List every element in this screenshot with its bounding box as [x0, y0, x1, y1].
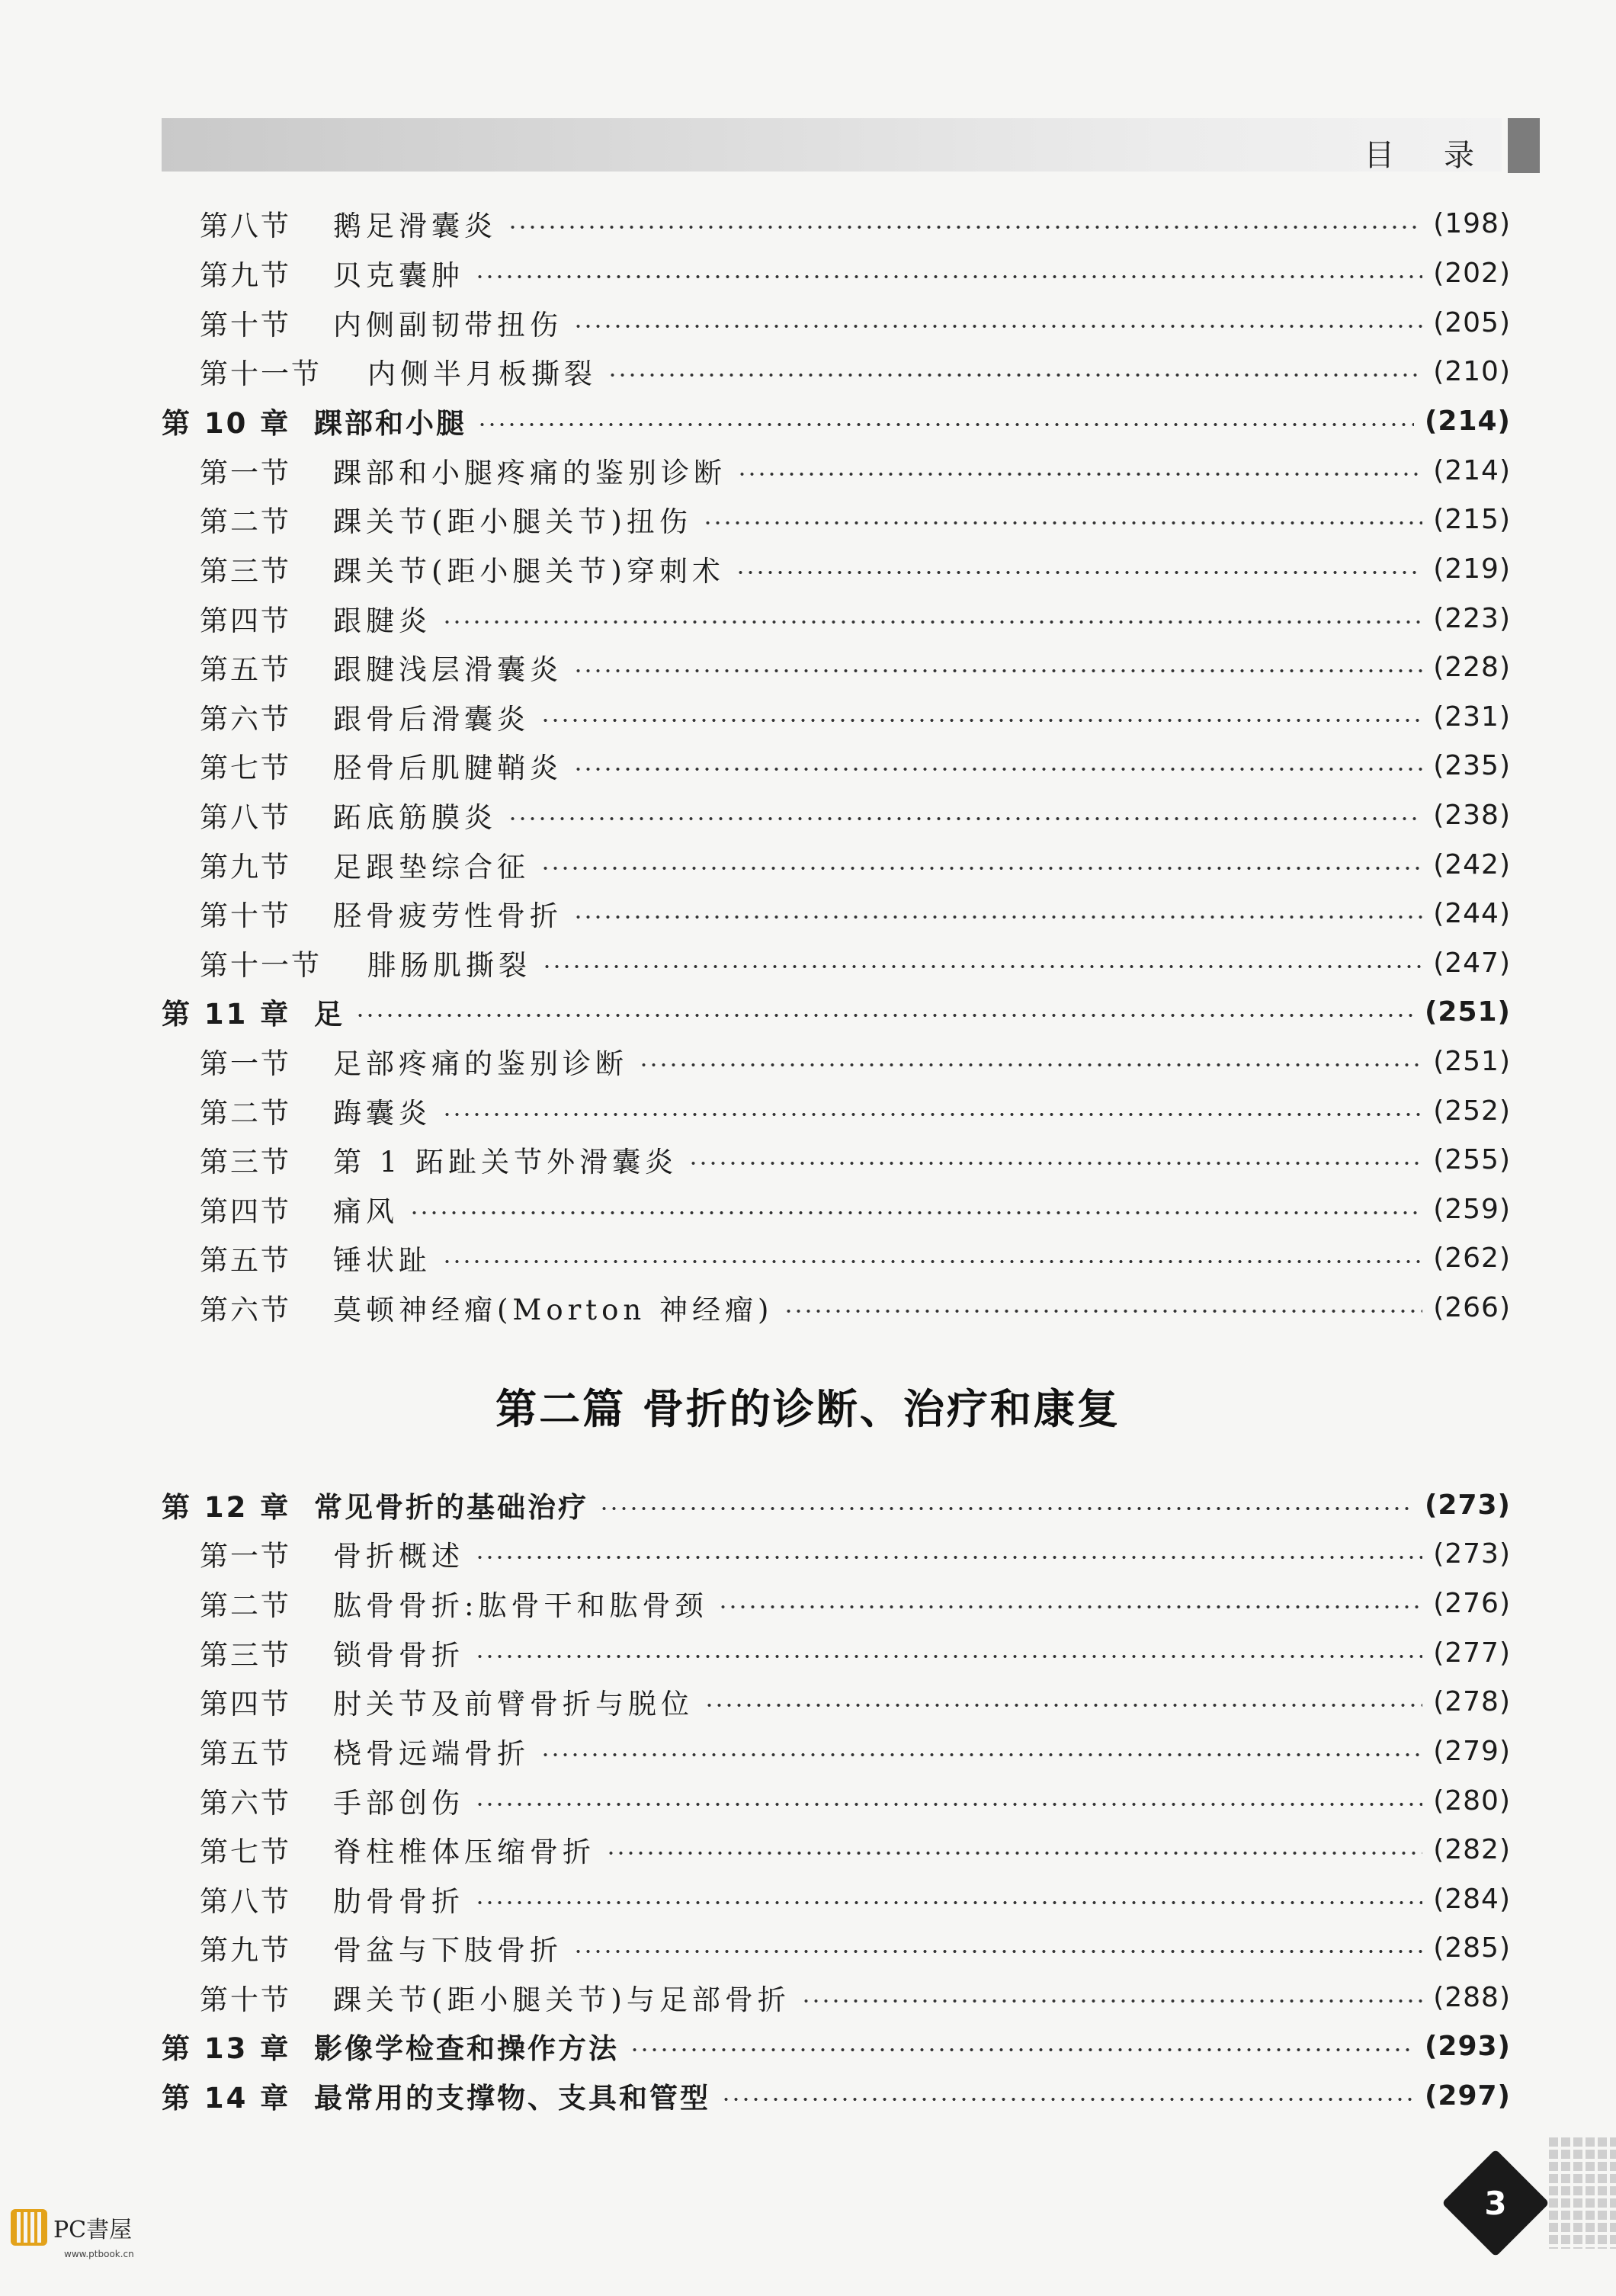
leader-dots	[573, 669, 1422, 673]
grid-decoration	[1546, 2134, 1616, 2249]
entry-title: 肋骨骨折	[333, 1885, 464, 1918]
toc-chapter[interactable]	[162, 1481, 1511, 1528]
leader-dots	[599, 1506, 1414, 1511]
toc-chapter[interactable]	[162, 397, 1511, 444]
toc-entry[interactable]	[162, 200, 1511, 247]
page-title: 目 录	[1364, 138, 1494, 173]
leader-dots	[542, 964, 1422, 969]
leader-dots	[573, 767, 1422, 771]
entry-page: (285)	[1433, 1932, 1511, 1964]
toc-entry[interactable]	[162, 643, 1511, 691]
entry-title: 内侧半月板撕裂	[367, 358, 597, 390]
entry-title: 第 1 跖趾关节外滑囊炎	[333, 1146, 678, 1178]
entry-number: 第八节	[200, 801, 291, 834]
entry-number: 第五节	[200, 1737, 291, 1770]
entry-page: (231)	[1433, 701, 1511, 733]
toc-entry[interactable]	[162, 495, 1511, 543]
entry-number: 第十一节	[200, 949, 322, 982]
entry-title: 肱骨骨折:肱骨干和肱骨颈	[333, 1589, 708, 1622]
entry-title: 骨折概述	[333, 1540, 464, 1573]
entry-number: 第三节	[200, 1639, 291, 1672]
entry-title: 跖底筋膜炎	[333, 801, 497, 834]
leader-dots	[704, 1703, 1422, 1708]
toc-entry[interactable]	[162, 791, 1511, 839]
entry-page: (278)	[1433, 1685, 1511, 1717]
entry-number: 第十节	[200, 1983, 291, 2016]
entry-title: 腓肠肌撕裂	[367, 949, 531, 982]
toc-entry[interactable]	[162, 1185, 1511, 1233]
entry-page: (273)	[1433, 1538, 1511, 1570]
leader-dots	[477, 422, 1414, 427]
entry-page: (262)	[1433, 1242, 1511, 1274]
entry-number: 第九节	[200, 259, 291, 292]
toc-entry[interactable]	[162, 1678, 1511, 1725]
leader-dots	[442, 1259, 1422, 1264]
entry-number: 第四节	[200, 604, 291, 637]
entry-page: (228)	[1433, 651, 1511, 683]
entry-number: 第七节	[200, 752, 291, 784]
entry-number: 第九节	[200, 1934, 291, 1967]
entry-title: 内侧副韧带扭伤	[333, 309, 563, 342]
entry-title: 足跟垫综合征	[333, 851, 530, 883]
toc-entry[interactable]	[162, 890, 1511, 937]
entry-title: 脊柱椎体压缩骨折	[333, 1836, 595, 1868]
entry-number: 第六节	[200, 703, 291, 736]
chapter-title: 最常用的支撑物、支具和管型	[314, 2082, 710, 2115]
entry-title: 踝部和小腿疼痛的鉴别诊断	[333, 457, 726, 489]
entry-number: 第一节	[200, 1540, 291, 1573]
entry-page: (244)	[1433, 897, 1511, 929]
entry-number: 第一节	[200, 457, 291, 489]
leader-dots	[508, 816, 1422, 821]
header-bar	[162, 118, 1502, 172]
entry-number: 第二节	[200, 1589, 291, 1622]
entry-title: 跟骨后滑囊炎	[333, 703, 530, 736]
toc-entry[interactable]	[162, 1234, 1511, 1281]
leader-dots	[355, 1013, 1414, 1018]
entry-page: (273)	[1424, 1489, 1511, 1521]
toc-entry[interactable]	[162, 1974, 1511, 2021]
entry-number: 第五节	[200, 1244, 291, 1277]
entry-number: 第五节	[200, 653, 291, 686]
leader-dots	[630, 2047, 1414, 2052]
toc-entry[interactable]	[162, 742, 1511, 789]
entry-title: 踝关节(距小腿关节)扭伤	[333, 505, 692, 538]
toc-entry[interactable]	[162, 299, 1511, 346]
header-tab-marker	[1508, 118, 1540, 173]
toc-chapter[interactable]	[162, 2072, 1511, 2119]
entry-page: (251)	[1424, 996, 1511, 1028]
entry-title: 手部创伤	[333, 1787, 464, 1820]
entry-title: 跟腱浅层滑囊炎	[333, 653, 563, 686]
entry-page: (238)	[1433, 799, 1511, 831]
entry-page: (259)	[1433, 1193, 1511, 1225]
entry-number: 第四节	[200, 1195, 291, 1228]
leader-dots	[475, 274, 1422, 279]
leader-dots	[639, 1063, 1422, 1067]
entry-page: (214)	[1424, 405, 1511, 437]
entry-title: 踝关节(距小腿关节)穿刺术	[333, 555, 725, 588]
chapter-title: 足	[314, 998, 345, 1031]
toc-entry[interactable]	[162, 1777, 1511, 1824]
leader-dots	[721, 2097, 1414, 2102]
entry-title: 踝关节(距小腿关节)与足部骨折	[333, 1983, 790, 2016]
chapter-number: 第 14 章	[162, 2082, 291, 2115]
entry-page: (219)	[1433, 553, 1511, 585]
entry-title: 胫骨疲劳性骨折	[333, 899, 563, 932]
entry-number: 第十节	[200, 899, 291, 932]
watermark-brand: PC書屋	[53, 2217, 133, 2243]
entry-title: 胫骨后肌腱鞘炎	[333, 752, 563, 784]
part-heading: 第二篇 骨折的诊断、治疗和康复	[495, 1385, 1121, 1433]
leader-dots	[540, 718, 1422, 723]
leader-dots	[475, 1900, 1422, 1905]
chapter-number: 第 13 章	[162, 2032, 291, 2065]
entry-page: (202)	[1433, 257, 1511, 289]
entry-number: 第七节	[200, 1836, 291, 1868]
entry-page: (279)	[1433, 1735, 1511, 1767]
entry-number: 第八节	[200, 1885, 291, 1918]
leader-dots	[573, 324, 1422, 329]
leader-dots	[573, 915, 1422, 919]
toc-entry[interactable]	[162, 348, 1511, 395]
leader-dots	[736, 570, 1422, 575]
chapter-title: 踝部和小腿	[314, 407, 467, 440]
leader-dots	[608, 373, 1422, 377]
entry-title: 痛风	[333, 1195, 399, 1228]
toc-entry[interactable]	[162, 1924, 1511, 1971]
entry-number: 第二节	[200, 505, 291, 538]
entry-number: 第十节	[200, 309, 291, 342]
leader-dots	[573, 1949, 1422, 1954]
entry-page: (235)	[1433, 749, 1511, 781]
toc-entry[interactable]	[162, 1530, 1511, 1577]
entry-number: 第三节	[200, 1146, 291, 1178]
entry-title: 足部疼痛的鉴别诊断	[333, 1047, 628, 1080]
entry-page: (293)	[1424, 2030, 1511, 2062]
toc-entry[interactable]	[162, 841, 1511, 888]
entry-number: 第二节	[200, 1097, 291, 1130]
entry-page: (198)	[1433, 207, 1511, 239]
toc-entry[interactable]	[162, 545, 1511, 592]
toc-chapter[interactable]	[162, 988, 1511, 1035]
entry-page: (280)	[1433, 1785, 1511, 1817]
page-number: 3	[1484, 2184, 1507, 2222]
toc-entry[interactable]	[162, 939, 1511, 986]
entry-page: (255)	[1433, 1143, 1511, 1175]
leader-dots	[409, 1211, 1422, 1215]
leader-dots	[688, 1161, 1422, 1166]
entry-title: 鹅足滑囊炎	[333, 210, 497, 242]
leader-dots	[475, 1802, 1422, 1807]
entry-title: 骨盆与下肢骨折	[333, 1934, 563, 1967]
toc-entry[interactable]	[162, 249, 1511, 297]
entry-page: (297)	[1424, 2080, 1511, 2112]
toc-entry[interactable]	[162, 1875, 1511, 1922]
entry-title: 跟腱炎	[333, 604, 431, 637]
entry-page: (276)	[1433, 1587, 1511, 1619]
leader-dots	[737, 472, 1422, 476]
watermark-url: www.ptbook.cn	[64, 2249, 134, 2259]
leader-dots	[442, 1112, 1422, 1117]
entry-title: 莫顿神经瘤(Morton 神经瘤)	[333, 1294, 774, 1326]
book-icon	[11, 2209, 47, 2246]
entry-title: 贝克囊肿	[333, 259, 464, 292]
toc-chapter[interactable]	[162, 2022, 1511, 2070]
toc-entry[interactable]	[162, 447, 1511, 494]
leader-dots	[718, 1605, 1422, 1609]
entry-page: (215)	[1433, 503, 1511, 535]
entry-number: 第六节	[200, 1787, 291, 1820]
toc-entry[interactable]	[162, 1284, 1511, 1331]
entry-number: 第四节	[200, 1688, 291, 1720]
toc-entry[interactable]	[162, 693, 1511, 740]
entry-page: (288)	[1433, 1981, 1511, 2013]
entry-page: (247)	[1433, 947, 1511, 979]
toc-entry[interactable]	[162, 1629, 1511, 1676]
leader-dots	[540, 1752, 1422, 1757]
chapter-number: 第 11 章	[162, 998, 291, 1031]
entry-number: 第六节	[200, 1294, 291, 1326]
entry-title: 桡骨远端骨折	[333, 1737, 530, 1770]
watermark-logo	[11, 2209, 132, 2246]
entry-page: (277)	[1433, 1637, 1511, 1669]
entry-number: 第三节	[200, 555, 291, 588]
leader-dots	[475, 1555, 1422, 1560]
toc-entry[interactable]	[162, 595, 1511, 642]
toc-entry[interactable]	[162, 1727, 1511, 1775]
leader-dots	[606, 1851, 1422, 1855]
entry-page: (266)	[1433, 1291, 1511, 1323]
entry-page: (214)	[1433, 454, 1511, 486]
chapter-title: 常见骨折的基础治疗	[314, 1491, 588, 1524]
entry-page: (223)	[1433, 602, 1511, 634]
leader-dots	[784, 1309, 1422, 1313]
chapter-number: 第 10 章	[162, 407, 291, 440]
entry-number: 第十一节	[200, 358, 322, 390]
entry-page: (282)	[1433, 1833, 1511, 1865]
entry-page: (251)	[1433, 1045, 1511, 1077]
leader-dots	[508, 225, 1422, 229]
toc-entry[interactable]	[162, 1826, 1511, 1873]
chapter-number: 第 12 章	[162, 1491, 291, 1524]
entry-page: (284)	[1433, 1883, 1511, 1915]
chapter-title: 影像学检查和操作方法	[314, 2032, 619, 2065]
toc-entry[interactable]	[162, 1136, 1511, 1183]
toc-entry[interactable]	[162, 1087, 1511, 1134]
entry-title: 锁骨骨折	[333, 1639, 464, 1672]
entry-page: (210)	[1433, 355, 1511, 387]
leader-dots	[442, 620, 1422, 624]
entry-title: 锤状趾	[333, 1244, 431, 1277]
entry-page: (252)	[1433, 1095, 1511, 1127]
entry-page: (242)	[1433, 848, 1511, 880]
entry-title: 踇囊炎	[333, 1097, 431, 1130]
leader-dots	[540, 866, 1422, 871]
entry-page: (205)	[1433, 306, 1511, 338]
leader-dots	[475, 1654, 1422, 1659]
toc-entry[interactable]	[162, 1037, 1511, 1085]
leader-dots	[801, 1999, 1422, 2003]
leader-dots	[703, 521, 1422, 525]
entry-number: 第八节	[200, 210, 291, 242]
entry-number: 第九节	[200, 851, 291, 883]
toc-entry[interactable]	[162, 1579, 1511, 1627]
entry-number: 第一节	[200, 1047, 291, 1080]
entry-title: 肘关节及前臂骨折与脱位	[333, 1688, 694, 1720]
